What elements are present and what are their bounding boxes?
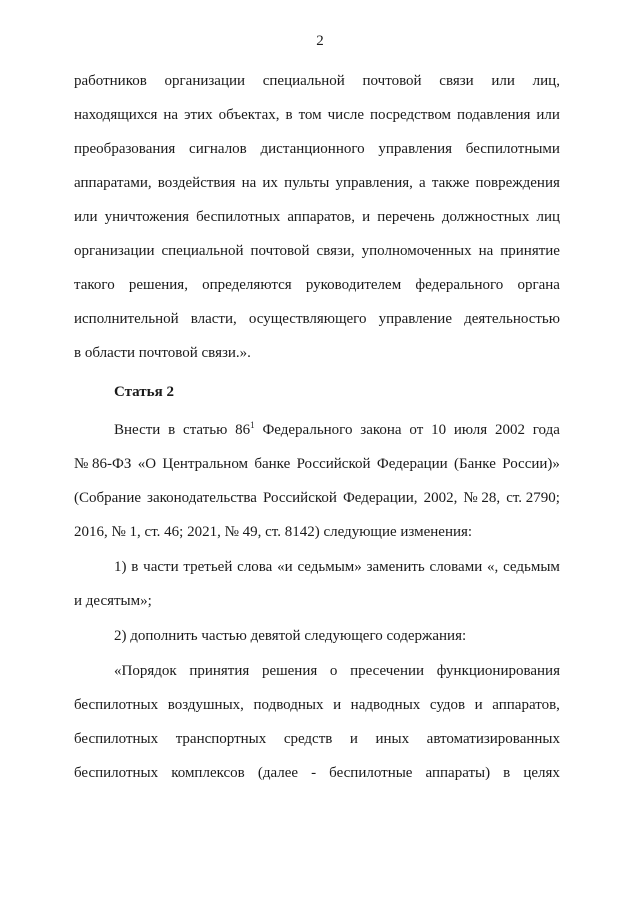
word: уполномоченных [361, 243, 472, 259]
text-line [74, 695, 560, 715]
word: связи, [316, 243, 355, 259]
word: решения, [128, 277, 188, 293]
text-line [74, 488, 560, 508]
text-line [74, 207, 560, 227]
word: или [74, 209, 98, 225]
word: аппаратов, [492, 697, 560, 713]
word: и [474, 697, 483, 713]
word: уничтожения [104, 209, 190, 225]
word: части [143, 559, 179, 575]
word: транспортных [175, 731, 267, 747]
word: надводных [350, 697, 421, 713]
word: - [311, 765, 317, 781]
word: осуществляющего [248, 311, 367, 327]
word: аппараты) [425, 765, 491, 781]
word: определяются [202, 277, 292, 293]
word: судов [429, 697, 466, 713]
article-number: 86 [235, 422, 251, 438]
word: Федерации [376, 456, 448, 472]
word: 2002 [494, 422, 525, 438]
text-line [114, 661, 560, 681]
word: беспилотных [74, 731, 159, 747]
word: и [349, 731, 358, 747]
list-item [114, 557, 560, 577]
word: беспилотных [74, 697, 159, 713]
text-line [74, 309, 560, 329]
word: беспилотные [329, 765, 413, 781]
text-line [74, 71, 560, 91]
text-line [74, 139, 560, 159]
word: иных [375, 731, 410, 747]
word: воздействия [157, 175, 236, 191]
word: управления [378, 141, 453, 157]
word: специальной [161, 243, 244, 259]
word: находящихся [74, 107, 158, 123]
text-line: 2016, № 1, ст. 46; 2021, № 49, ст. 8142) следующие изменения: [74, 524, 473, 540]
word: от [409, 422, 424, 438]
word: также [431, 175, 470, 191]
word: или [536, 107, 560, 123]
word: посредством [370, 107, 452, 123]
word: власти, [190, 311, 237, 327]
word: «и [277, 559, 293, 575]
word: словами [429, 559, 483, 575]
word: аппаратов, [287, 209, 355, 225]
word: в [285, 107, 293, 123]
word: года [532, 422, 560, 438]
word: (Банке [454, 456, 496, 472]
word: России)» [502, 456, 560, 472]
word: решения [261, 663, 318, 679]
word: пульты [284, 175, 330, 191]
word: третьей [183, 559, 233, 575]
word: «Порядок [114, 663, 177, 679]
list-item: 2) дополнить частью девятой следующего содержания: [114, 628, 467, 644]
word: принятия [189, 663, 250, 679]
word: управления, [335, 175, 413, 191]
word: подавления [457, 107, 531, 123]
word: заменить [366, 559, 425, 575]
word: «, [487, 559, 499, 575]
word: слова [237, 559, 273, 575]
word: дистанционного [260, 141, 365, 157]
word: почтовой [362, 73, 422, 89]
word: комплексов [171, 765, 245, 781]
word: беспилотными [465, 141, 560, 157]
word: специальной [262, 73, 345, 89]
word: 1) [114, 559, 127, 575]
word: деятельностью [464, 311, 560, 327]
word: Российской [296, 456, 371, 472]
word: принятие [500, 243, 560, 259]
word: работников [74, 73, 147, 89]
text-line [74, 105, 560, 125]
word: их [262, 175, 278, 191]
word: перечень [377, 209, 435, 225]
word: или [491, 73, 515, 89]
word: статью [183, 422, 228, 438]
word: почтовой [250, 243, 310, 259]
word: преобразования [74, 141, 176, 157]
word: целях [523, 765, 560, 781]
word: повреждения [475, 175, 560, 191]
word: такого [74, 277, 115, 293]
word: руководителем [305, 277, 402, 293]
word: лиц, [532, 73, 560, 89]
word: на [478, 243, 494, 259]
word: законодательства [147, 490, 257, 506]
word: седьмым» [297, 559, 362, 575]
text-line [74, 241, 560, 261]
word: в [131, 559, 139, 575]
text-line [74, 454, 560, 474]
word: должностных [441, 209, 530, 225]
text-line [74, 173, 560, 193]
word: аппаратами, [74, 175, 152, 191]
word: о [329, 663, 338, 679]
word: № 28, [463, 490, 501, 506]
word: организации [164, 73, 246, 89]
word: Федерального [262, 422, 353, 438]
word: июля [453, 422, 488, 438]
text-line [74, 763, 560, 783]
word: (далее [257, 765, 299, 781]
word: банке [254, 456, 291, 472]
word: числе [327, 107, 365, 123]
text-line [114, 420, 560, 440]
word: органа [517, 277, 560, 293]
word: исполнительной [74, 311, 179, 327]
superscript: 1 [250, 420, 255, 430]
word: пресечении [350, 663, 425, 679]
word: № 86-ФЗ [74, 456, 132, 472]
word: седьмым [503, 559, 560, 575]
word: в [168, 422, 176, 438]
word: «О [137, 456, 157, 472]
word: и [333, 697, 342, 713]
word: а [419, 175, 426, 191]
word: сигналов [189, 141, 247, 157]
word: беспилотных [74, 765, 159, 781]
word: управление [378, 311, 452, 327]
article-ref [235, 420, 255, 440]
word: Федерации, [342, 490, 418, 506]
word: Внести [114, 422, 161, 438]
word: организации [74, 243, 155, 259]
word: (Собрание [74, 490, 142, 506]
word: объектах, [218, 107, 280, 123]
word: подводных [253, 697, 324, 713]
text-line [74, 729, 560, 749]
word: ст. 2790; [506, 490, 560, 506]
text-line [74, 275, 560, 295]
page-number: 2 [316, 33, 324, 49]
word: на [163, 107, 179, 123]
text-line: в области почтовой связи.». [74, 345, 251, 361]
word: беспилотных [196, 209, 281, 225]
word: закона [360, 422, 402, 438]
word: воздушных, [167, 697, 244, 713]
word: 10 [431, 422, 447, 438]
text-line: и десятым»; [74, 593, 152, 609]
word: 2002, [423, 490, 458, 506]
article-heading: Статья 2 [114, 384, 174, 400]
word: этих [184, 107, 213, 123]
word: на [241, 175, 257, 191]
word: федерального [415, 277, 504, 293]
word: том [298, 107, 322, 123]
word: автоматизированных [426, 731, 560, 747]
word: функционирования [436, 663, 560, 679]
word: Центральном [162, 456, 249, 472]
word: и [362, 209, 371, 225]
word: лиц [536, 209, 560, 225]
word: связи [439, 73, 474, 89]
word: средств [283, 731, 333, 747]
word: в [503, 765, 511, 781]
word: Российской [262, 490, 337, 506]
